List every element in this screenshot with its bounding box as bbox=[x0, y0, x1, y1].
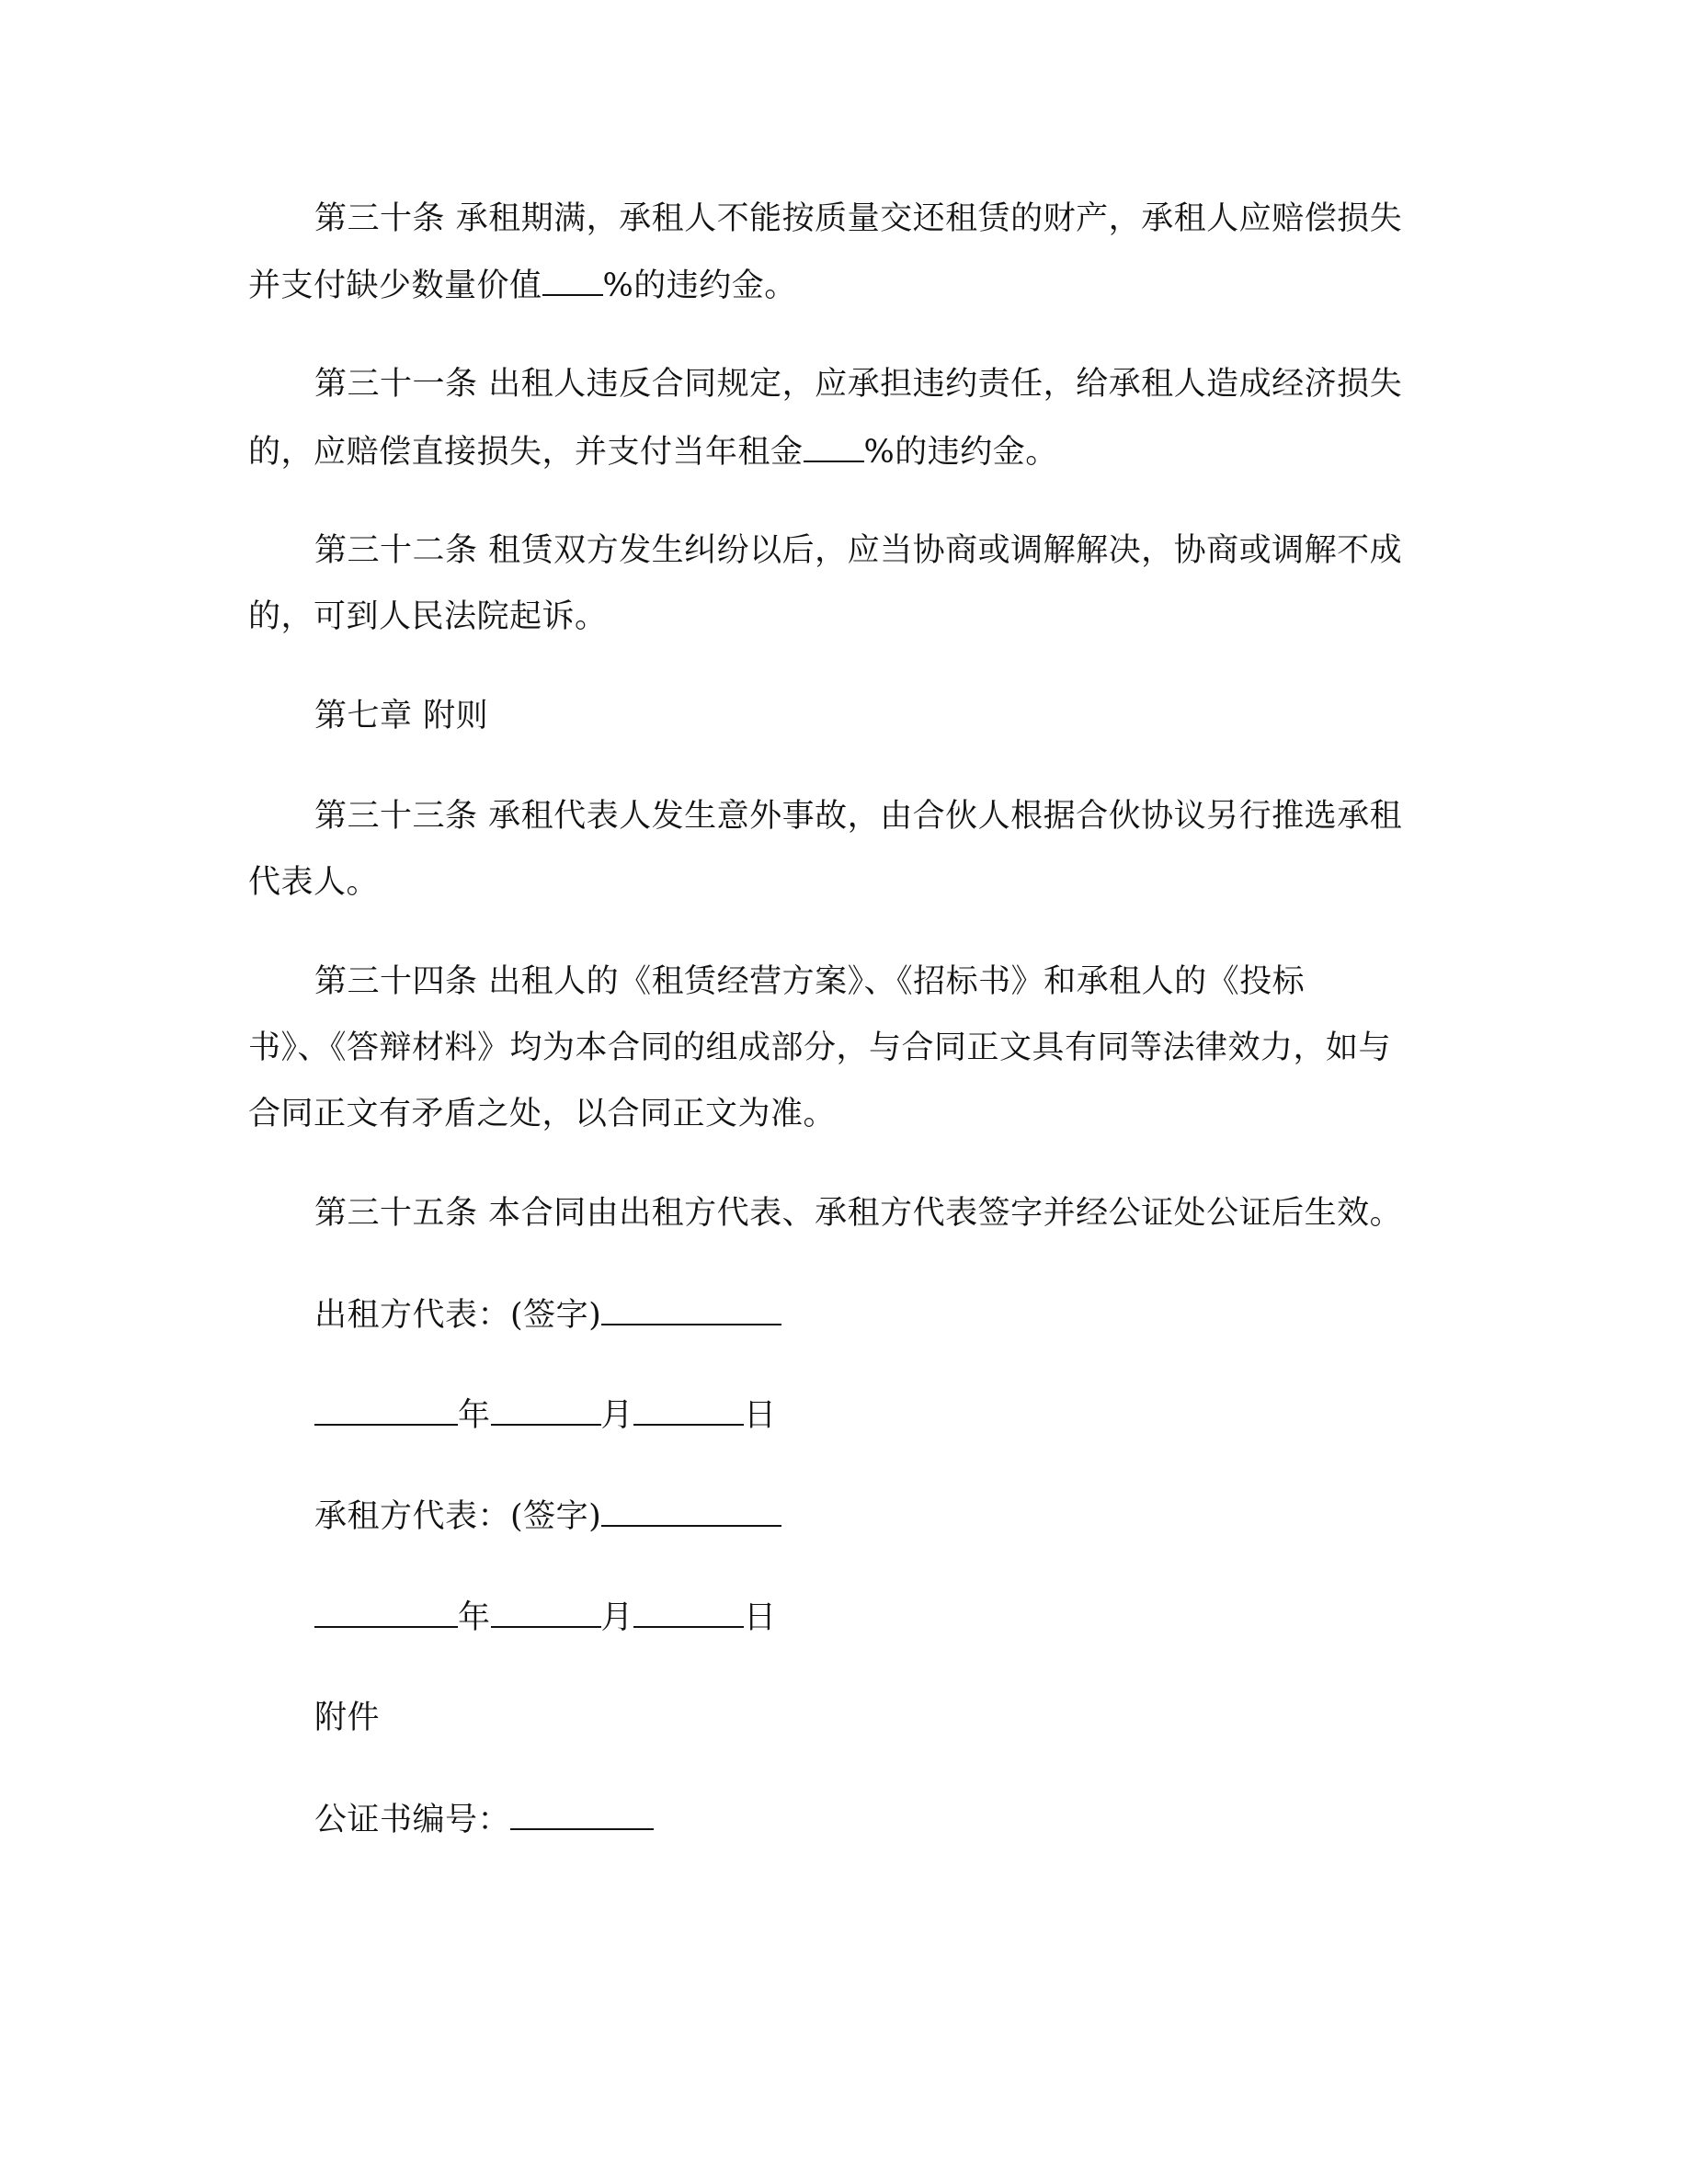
article-32-line-2 bbox=[248, 595, 608, 639]
article-34-line-3 bbox=[248, 1092, 836, 1136]
notary-number-blank bbox=[510, 1797, 654, 1830]
attachment-title: 附件 bbox=[314, 1700, 381, 1736]
article-34-text-2: 书》、《答辩材料》均为本合同的组成部分，与合同正文具有同等法律效力，如与 bbox=[248, 1029, 1392, 1066]
lessor-date-line bbox=[314, 1393, 777, 1438]
month-label: 月 bbox=[600, 1599, 634, 1636]
article-31-text: 第三十一条 出租人违反合同规定，应承担违约责任，给承租人造成经济损失 bbox=[314, 366, 1403, 403]
attachment-heading bbox=[314, 1696, 380, 1740]
lessee-date-line bbox=[314, 1595, 777, 1640]
article-33-text-2: 代表人。 bbox=[248, 864, 380, 901]
lessee-year-blank bbox=[314, 1595, 458, 1628]
rent-percent-blank bbox=[804, 429, 864, 462]
article-32-line-1 bbox=[314, 529, 1402, 573]
article-34-line-1 bbox=[314, 960, 1305, 1004]
article-34-line-2 bbox=[248, 1026, 1391, 1070]
article-32-text-2: 的，可到人民法院起诉。 bbox=[248, 598, 608, 635]
article-35-line bbox=[314, 1191, 1402, 1235]
lessor-year-blank bbox=[314, 1393, 458, 1426]
article-33-text: 第三十三条 承租代表人发生意外事故，由合伙人根据合伙协议另行推选承租 bbox=[314, 798, 1403, 835]
chapter-7-title: 第七章 附则 bbox=[314, 698, 489, 734]
article-34-text: 第三十四条 出租人的《租赁经营方案》、《招标书》和承租人的《投标 bbox=[314, 963, 1306, 1000]
penalty-percent-blank bbox=[542, 263, 603, 296]
month-label: 月 bbox=[600, 1397, 634, 1434]
lessee-day-blank bbox=[633, 1595, 744, 1628]
article-35-text: 第三十五条 本合同由出租方代表、承租方代表签字并经公证处公证后生效。 bbox=[314, 1195, 1403, 1232]
article-30-text-pre: 并支付缺少数量价值 bbox=[248, 267, 542, 304]
day-label: 日 bbox=[744, 1599, 777, 1636]
article-30-line-2 bbox=[248, 263, 797, 308]
lessee-month-blank bbox=[491, 1595, 601, 1628]
lessee-signature-line bbox=[314, 1494, 781, 1539]
lessor-signature-blank bbox=[601, 1292, 781, 1325]
lessor-signature-label: 出租方代表：(签字) bbox=[314, 1297, 602, 1334]
article-30-text: 第三十条 承租期满，承租人不能按质量交还租赁的财产，承租人应赔偿损失 bbox=[314, 200, 1403, 237]
article-31-text-pre: 的，应赔偿直接损失，并支付当年租金 bbox=[248, 434, 804, 471]
lessor-day-blank bbox=[633, 1393, 744, 1426]
year-label: 年 bbox=[458, 1599, 491, 1636]
chapter-7-heading bbox=[314, 694, 488, 738]
article-31-line-2 bbox=[248, 429, 1058, 474]
article-30-text-post: %的违约金。 bbox=[602, 267, 797, 304]
lessee-signature-blank bbox=[601, 1494, 781, 1527]
lessee-signature-label: 承租方代表：(签字) bbox=[314, 1498, 602, 1535]
article-31-text-post: %的违约金。 bbox=[863, 434, 1058, 471]
lessor-month-blank bbox=[491, 1393, 601, 1426]
article-31-line-1 bbox=[314, 362, 1402, 406]
year-label: 年 bbox=[458, 1397, 491, 1434]
article-33-line-1 bbox=[314, 794, 1402, 838]
article-33-line-2 bbox=[248, 860, 379, 904]
day-label: 日 bbox=[744, 1397, 777, 1434]
article-32-text: 第三十二条 租赁双方发生纠纷以后，应当协商或调解解决，协商或调解不成 bbox=[314, 532, 1403, 569]
lessor-signature-line bbox=[314, 1292, 781, 1337]
notary-number-label: 公证书编号： bbox=[314, 1802, 511, 1838]
article-30-line-1 bbox=[314, 197, 1402, 241]
article-34-text-3: 合同正文有矛盾之处，以合同正文为准。 bbox=[248, 1096, 837, 1132]
notary-number-line bbox=[314, 1797, 654, 1842]
